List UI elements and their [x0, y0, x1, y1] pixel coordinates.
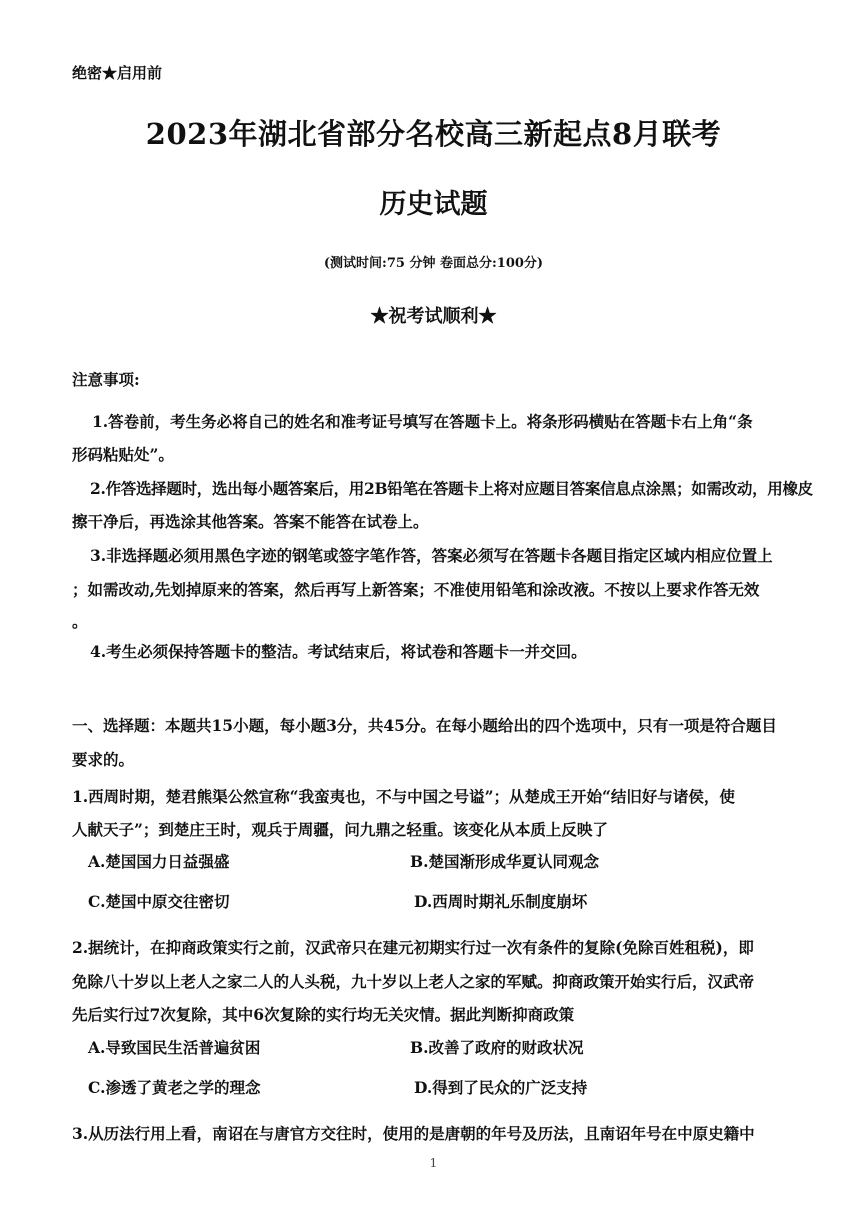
question-2-option-d: D.得到了民众的广泛支持 [414, 1078, 588, 1097]
question-2-option-b: B.改善了政府的财政状况 [410, 1038, 584, 1057]
page-number: 1 [429, 1156, 438, 1170]
good-luck-line: ★祝考试顺利★ [370, 306, 497, 327]
question-1-line-2: 人献天子”；到楚庄王时，观兵于周疆，问九鼎之轻重。该变化从本质上反映了 [72, 820, 608, 839]
question-2-option-c: C.渗透了黄老之学的理念 [88, 1078, 261, 1097]
notice-item-3-line-3: 。 [72, 612, 88, 631]
subject-title: 历史试题 [379, 189, 488, 220]
section-1-heading-line-1: 一、选择题：本题共15小题，每小题3分，共45分。在每小题给出的四个选项中，只有一项是符合题目 [72, 716, 777, 735]
question-1-option-c: C.楚国中原交往密切 [88, 892, 230, 911]
notice-item-1-line-2: 形码粘贴处”。 [72, 445, 174, 464]
notice-item-1-line-1: 1.答卷前，考生务必将自己的姓名和准考证号填写在答题卡上。将条形码横贴在答题卡右上角“条 [92, 412, 753, 431]
exam-title: 2023年湖北省部分名校高三新起点8月联考 [145, 117, 722, 151]
notice-item-4: 4.考生必须保持答题卡的整洁。考试结束后，将试卷和答题卡一并交回。 [90, 642, 587, 661]
question-2-option-a: A.导致国民生活普遍贫困 [88, 1038, 261, 1057]
question-1-option-d: D.西周时期礼乐制度崩坏 [414, 892, 588, 911]
question-1-option-a: A.楚国国力日益强盛 [88, 852, 230, 871]
confidential-label: 绝密★启用前 [72, 64, 163, 82]
notice-item-3-line-1: 3.非选择题必须用黑色字迹的钢笔或签字笔作答，答案必须写在答题卡各题目指定区域内相应位置上 [90, 546, 773, 565]
question-1-option-b: B.楚国渐形成华夏认同观念 [410, 852, 599, 871]
notice-item-2-line-1: 2.作答选择题时，选出每小题答案后，用2B铅笔在答题卡上将对应题目答案信息点涂黑；如需改动，用橡皮 [90, 479, 813, 498]
question-2-line-1: 2.据统计，在抑商政策实行之前，汉武帝只在建元初期实行过一次有条件的复除(免除百姓租税)，即 [72, 938, 754, 957]
notice-item-2-line-2: 擦干净后，再选涂其他答案。答案不能答在试卷上。 [72, 512, 429, 531]
question-1-line-1: 1.西周时期，楚君熊渠公然宣称“我蛮夷也，不与中国之号谥”；从楚成王开始“结旧好与诸侯，使 [72, 787, 735, 806]
exam-meta: (测试时间:75 分钟 卷面总分:100分) [323, 256, 544, 271]
question-2-line-3: 先后实行过7次复除，其中6次复除的实行均无关灾情。据此判断抑商政策 [72, 1005, 575, 1024]
section-1-heading-line-2: 要求的。 [72, 750, 135, 769]
question-2-line-2: 免除八十岁以上老人之家二人的人头税，九十岁以上老人之家的军赋。抑商政策开始实行后，汉武帝 [72, 972, 755, 991]
question-3-line-1: 3.从历法行用上看，南诏在与唐官方交往时，使用的是唐朝的年号及历法，且南诏年号在中原史籍中 [72, 1124, 755, 1143]
notice-heading: 注意事项: [72, 370, 140, 389]
notice-item-3-line-2: ；如需改动,先划掉原来的答案，然后再写上新答案；不准使用铅笔和涂改液。不按以上要求作答无效 [72, 580, 760, 599]
